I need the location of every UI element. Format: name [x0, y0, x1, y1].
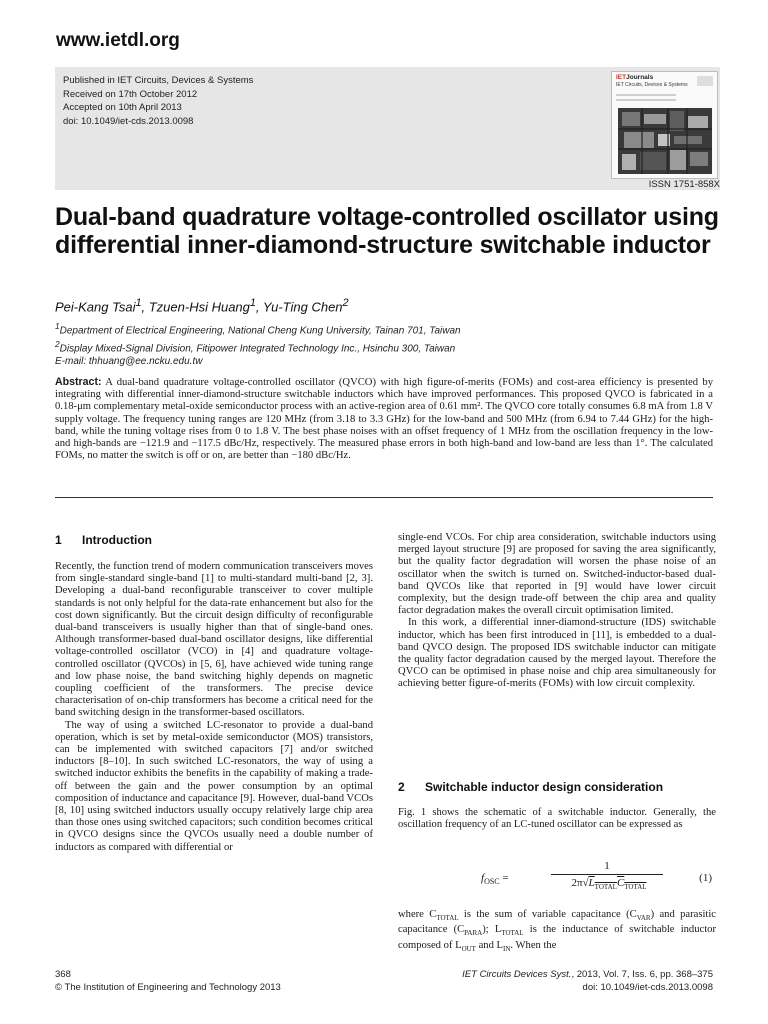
section2-paragraph-2: where $C_{TOTAL}$ is the sum of variable capacitance $(C_{VAR})$ and parasitic capacitance $(C_{PARA})$; $L_{TOTAL}$ is the inductance of switchable inductor composed of $L_{OUT}$ and $L_{IN}$. When the — [398, 909, 717, 953]
publication-info — [63, 74, 253, 128]
intro-paragraph-1: Recently, the function trend of modern communication transceivers moves from single-standard single-band [1] to multi-standard multi-band [2, 3]. Developing a dual-band reconfigurable transceiver to cover multiple standards is not only helpful for the data-rate enhancement but also for the cost down significantly. But the circuit design difficulty of reconfigurable dual-band transceivers is usually higher than that of single-band ones. Although transformer-based dual-band oscillator designs, like differential voltage-controlled oscillator (VCO) in [4] and quadrature voltage-controlled oscillator (QVCOs) in [5, 6], have achieved wide tuning range and low phase noise, the band switching highly depends on magnetic coupling coefficient of the transformers. The precise device characterisation of on-chip transformers has become a critical need for the band switching design in the transformer-based oscillators. — [55, 561, 373, 719]
cover-journal-title: IET Circuits, Devices & Systems — [616, 82, 688, 88]
affiliations — [55, 320, 461, 369]
journal-cover-thumbnail — [611, 71, 718, 179]
section-heading-switchable-inductor: 2 Switchable inductor design consideration — [398, 780, 664, 794]
abstract-divider — [55, 497, 713, 498]
intro-paragraph-4: In this work, a differential inner-diamond-structure (IDS) switchable inductor, which has been first introduced in [11], is embedded to a dual-band QVCO design. The proposed IDS switchable inductor can mitigate the quality factor degradation caused by the merged layout. Therefore the QVCO can be optimised in phase noise and chip area simultaneously for achieving better figure-of-merits (FOMs) with low circuit complexity. — [398, 617, 716, 690]
doi-line[interactable]: doi: 10.1049/iet-cds.2013.0098 — [63, 115, 194, 127]
left-column — [55, 561, 373, 854]
author-name: Pei-Kang Tsai — [55, 299, 136, 315]
author-email[interactable]: E-mail: thhuang@ee.ncku.edu.tw — [55, 356, 203, 368]
section-heading-introduction: 1 Introduction — [55, 533, 152, 547]
site-url[interactable]: www.ietdl.org — [56, 30, 180, 51]
footer-doi[interactable]: doi: 10.1049/iet-cds.2013.0098 — [582, 982, 713, 993]
abstract-text: A dual-band quadrature voltage-controlled oscillator (QVCO) with high figure-of-merits (FOMs) and cost-area efficiency is presented by integrating with differential inner-diamond-structure switchable inductors which have improved performances. This proposed QVCO is fabricated in a 0.18-μm complementary metal-oxide semiconductor process with an active-region area of 0.61 mm². The QVCO core totally consumes 6.8 mA from 1.8 V supply voltage. The frequency tuning ranges are 120 MHz (from 3.18 to 3.3 GHz) for the low-band and 500 MHz (from 6.94 to 7.44 GHz) for the high-band, while the tuning voltage rises from 0 to 1.8 V. The best phase noises with an offset frequency of 1 MHz from the oscillation frequency in the low- and high-bands are −121.9 and −117.5 dBc/Hz, respectively. The measured phase errors in both high-band and low-band are less than 1°. The calculated FOMs, no matter the switch is off or on, are better than −180 dBc/Hz. — [55, 377, 713, 462]
abstract-label: Abstract: — [55, 376, 102, 388]
article-title: Dual-band quadrature voltage-controlled oscillator using differential inner-diamond-structure switchable inductor — [55, 203, 719, 259]
right-column — [398, 532, 716, 691]
section2-paragraph-1: Fig. 1 shows the schematic of a switchable inductor. Generally, the oscillation frequency of an LC-tuned oscillator can be expressed as — [398, 807, 716, 831]
equation-number: (1) — [699, 872, 712, 884]
authors: Pei-Kang Tsai$^1$, Tzuen-Hsi Huang$^1$, Yu-Ting Chen$^2$ — [55, 297, 349, 315]
accepted-date: Accepted on 10th April 2013 — [63, 102, 182, 113]
issn: ISSN 1751-858X — [648, 179, 720, 190]
author-name: Yu-Ting Chen — [262, 299, 343, 315]
footer-left — [55, 968, 281, 994]
circuit-board-image — [618, 108, 712, 174]
equation-1: $f_{OSC}$ = 1 $2\pi√L_{TOTAL}C_{TOTAL}$ (1) — [481, 860, 712, 892]
cover-text-lines — [616, 94, 676, 104]
published-in: Published in IET Circuits, Devices & Systems — [63, 75, 254, 86]
intro-paragraph-2: The way of using a switched LC-resonator to provide a dual-band operation, which is set by metal-oxide semiconductor (MOS) transistors, can be implemented with switched capacitors [7] and/or switched inductors [8–10]. In such switched LC-resonators, the way of using a switched inductor exhibits the benefits in the capability of making a trade-off between the gain and the power consumption by an optimal composition of inductance and capacitance [9]. However, dual-band VCOs [8, 10] using switched inductors usually occupy relatively large chip area than those ones using switched capacitors; such condition becomes critical in QVCO designs since the QVCOs usually need a double number of inductors as compared with differential or — [55, 719, 373, 853]
page-number: 368 — [55, 969, 71, 980]
author-name: Tzuen-Hsi Huang — [148, 299, 250, 315]
affiliation-2: $^2$Display Mixed-Signal Division, Fitipower Integrated Technology Inc., Hsinchu 300, Taiwan — [55, 338, 456, 355]
copyright: © The Institution of Engineering and Technology 2013 — [55, 982, 281, 993]
publication-info-box — [55, 67, 720, 190]
cover-brand: IETJournals — [616, 74, 654, 81]
affiliation-1: $^1$Department of Electrical Engineering, National Cheng Kung University, Tainan 701, Taiwan — [55, 321, 461, 337]
cover-barcode-icon — [697, 76, 713, 86]
received-date: Received on 17th October 2012 — [63, 88, 198, 100]
footer-right — [462, 968, 713, 994]
journal-reference: IET Circuits Devices Syst., 2013, Vol. 7, Iss. 6, pp. 368–375 — [462, 969, 713, 980]
abstract — [55, 376, 713, 462]
intro-paragraph-3: single-end VCOs. For chip area consideration, switchable inductors using merged layout structure [9] are proposed for saving the area significantly, but the quality factor degradation will worsen the phase noise of an oscillator when the switch is turned on. Switched-inductor-based dual-band QVCOs like that reported in [9] would have lower circuit complexity, but the design trade-off between the chip area and quality factor degradation makes the overall circuit optimisation limited. — [398, 532, 716, 617]
